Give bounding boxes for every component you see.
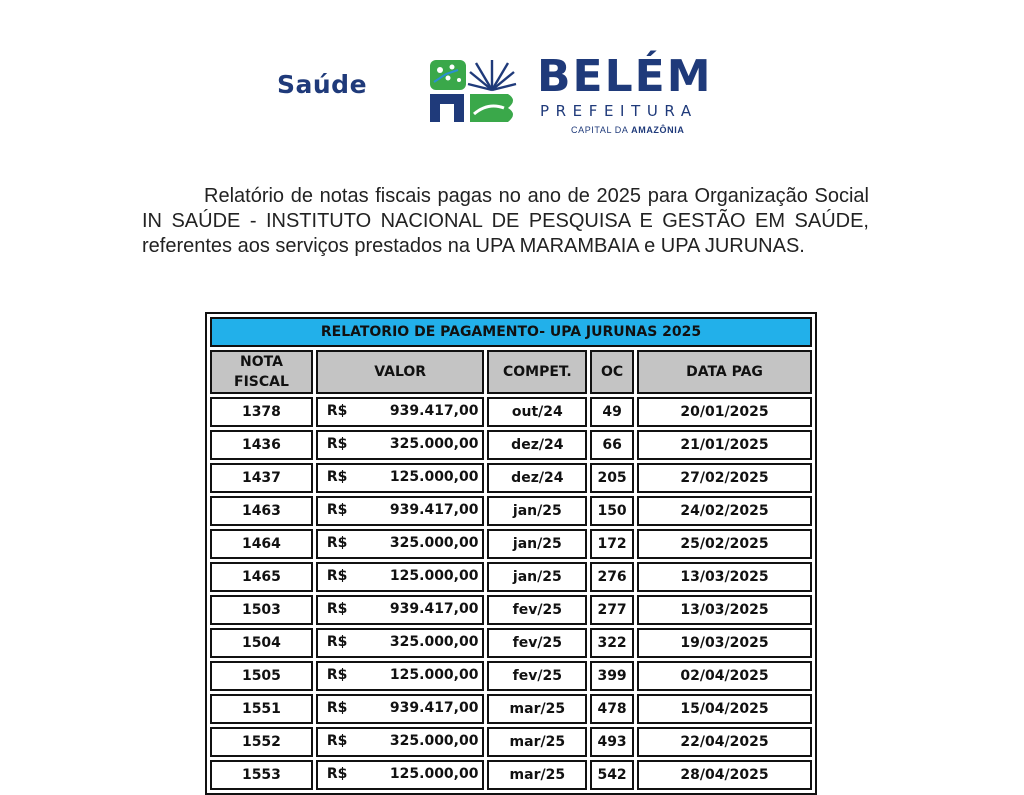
cell-valor [316, 430, 485, 460]
table-row [210, 661, 812, 691]
cell-valor [316, 529, 485, 559]
cell-oc: 277 [590, 595, 634, 625]
cell-compet: fev/25 [487, 628, 587, 658]
cell-valor [316, 661, 485, 691]
cell-valor [316, 496, 485, 526]
belem-logo-text: BELÉM [537, 51, 713, 102]
cell-valor-amount: 125.000,00 [389, 568, 479, 584]
cell-data-pag: 20/01/2025 [637, 397, 812, 427]
cell-nota-fiscal: 1436 [210, 430, 313, 460]
cell-nota-fiscal: 1463 [210, 496, 313, 526]
cell-valor-amount: 325.000,00 [389, 535, 479, 551]
cell-valor-currency: R$ [326, 700, 348, 716]
cell-data-pag: 15/04/2025 [637, 694, 812, 724]
cell-valor-amount: 939.417,00 [389, 601, 479, 617]
belem-emblem-icon [428, 58, 518, 124]
cell-oc: 478 [590, 694, 634, 724]
cell-valor [316, 628, 485, 658]
cell-valor-amount: 939.417,00 [389, 502, 479, 518]
table-row [210, 694, 812, 724]
cell-compet: out/24 [487, 397, 587, 427]
table-body [210, 397, 812, 790]
cell-nota-fiscal: 1464 [210, 529, 313, 559]
cell-valor-currency: R$ [326, 568, 348, 584]
cell-valor [316, 595, 485, 625]
cell-oc: 150 [590, 496, 634, 526]
cell-nota-fiscal: 1465 [210, 562, 313, 592]
cell-oc: 172 [590, 529, 634, 559]
cell-compet: dez/24 [487, 463, 587, 493]
table-row [210, 595, 812, 625]
cell-valor-currency: R$ [326, 535, 348, 551]
table-row [210, 463, 812, 493]
cell-valor [316, 694, 485, 724]
cell-oc: 66 [590, 430, 634, 460]
cell-valor-currency: R$ [326, 403, 348, 419]
capital-prefix: CAPITAL DA [571, 125, 629, 135]
table-row [210, 562, 812, 592]
cell-valor-currency: R$ [326, 634, 348, 650]
cell-compet: mar/25 [487, 694, 587, 724]
cell-compet: dez/24 [487, 430, 587, 460]
cell-valor-currency: R$ [326, 667, 348, 683]
cell-compet: fev/25 [487, 661, 587, 691]
payment-report-table-frame [205, 312, 817, 795]
cell-valor-currency: R$ [326, 469, 348, 485]
cell-valor-amount: 325.000,00 [389, 634, 479, 650]
table-row [210, 628, 812, 658]
cell-valor-currency: R$ [326, 436, 348, 452]
cell-compet: jan/25 [487, 562, 587, 592]
cell-data-pag: 13/03/2025 [637, 562, 812, 592]
cell-nota-fiscal: 1505 [210, 661, 313, 691]
page-header [0, 0, 1024, 150]
cell-data-pag: 27/02/2025 [637, 463, 812, 493]
table-title: RELATORIO DE PAGAMENTO- UPA JURUNAS 2025 [210, 317, 812, 347]
cell-nota-fiscal: 1378 [210, 397, 313, 427]
cell-oc: 322 [590, 628, 634, 658]
table-row [210, 529, 812, 559]
cell-nota-fiscal: 1503 [210, 595, 313, 625]
cell-oc: 399 [590, 661, 634, 691]
cell-valor [316, 397, 485, 427]
cell-compet: jan/25 [487, 496, 587, 526]
cell-nota-fiscal: 1504 [210, 628, 313, 658]
cell-oc: 205 [590, 463, 634, 493]
cell-data-pag: 21/01/2025 [637, 430, 812, 460]
cell-oc: 542 [590, 760, 634, 790]
column-header-data-pag: DATA PAG [637, 350, 812, 394]
table-row [210, 727, 812, 757]
cell-compet: jan/25 [487, 529, 587, 559]
payment-report-table [207, 314, 815, 793]
cell-valor-currency: R$ [326, 601, 348, 617]
column-header-oc: OC [590, 350, 634, 394]
cell-valor-currency: R$ [326, 502, 348, 518]
cell-valor-amount: 125.000,00 [389, 766, 479, 782]
cell-valor [316, 760, 485, 790]
cell-valor [316, 463, 485, 493]
cell-valor-amount: 325.000,00 [389, 436, 479, 452]
column-header-compet: COMPET. [487, 350, 587, 394]
cell-nota-fiscal: 1552 [210, 727, 313, 757]
cell-valor [316, 562, 485, 592]
table-row [210, 760, 812, 790]
cell-valor-currency: R$ [326, 766, 348, 782]
prefeitura-logo-text: PREFEITURA [540, 102, 698, 120]
cell-valor-amount: 325.000,00 [389, 733, 479, 749]
intro-paragraph [142, 184, 869, 259]
cell-data-pag: 22/04/2025 [637, 727, 812, 757]
cell-valor-amount: 939.417,00 [389, 700, 479, 716]
saude-logo-text: Saúde [277, 70, 368, 99]
cell-oc: 276 [590, 562, 634, 592]
intro-text: Relatório de notas fiscais pagas no ano de 2025 para Organização Social IN SAÚDE - INSTITUTO NACIONAL DE PESQUISA E GESTÃO EM SAÚDE, referentes aos serviços prestados na UPA MARAMBAIA e UPA JURUNAS. [142, 185, 869, 257]
column-header-valor: VALOR [316, 350, 485, 394]
cell-nota-fiscal: 1551 [210, 694, 313, 724]
cell-compet: fev/25 [487, 595, 587, 625]
capital-tagline [571, 126, 684, 135]
cell-valor-amount: 939.417,00 [389, 403, 479, 419]
cell-valor [316, 727, 485, 757]
cell-nota-fiscal: 1553 [210, 760, 313, 790]
table-row [210, 397, 812, 427]
cell-valor-amount: 125.000,00 [389, 667, 479, 683]
column-header-nota-fiscal: NOTA FISCAL [210, 350, 313, 394]
cell-data-pag: 25/02/2025 [637, 529, 812, 559]
cell-nota-fiscal: 1437 [210, 463, 313, 493]
cell-data-pag: 13/03/2025 [637, 595, 812, 625]
cell-oc: 493 [590, 727, 634, 757]
cell-data-pag: 02/04/2025 [637, 661, 812, 691]
cell-data-pag: 28/04/2025 [637, 760, 812, 790]
table-row [210, 496, 812, 526]
cell-compet: mar/25 [487, 727, 587, 757]
cell-oc: 49 [590, 397, 634, 427]
table-row [210, 430, 812, 460]
capital-suffix: AMAZÔNIA [631, 125, 685, 135]
cell-data-pag: 24/02/2025 [637, 496, 812, 526]
cell-valor-currency: R$ [326, 733, 348, 749]
cell-valor-amount: 125.000,00 [389, 469, 479, 485]
cell-compet: mar/25 [487, 760, 587, 790]
cell-data-pag: 19/03/2025 [637, 628, 812, 658]
